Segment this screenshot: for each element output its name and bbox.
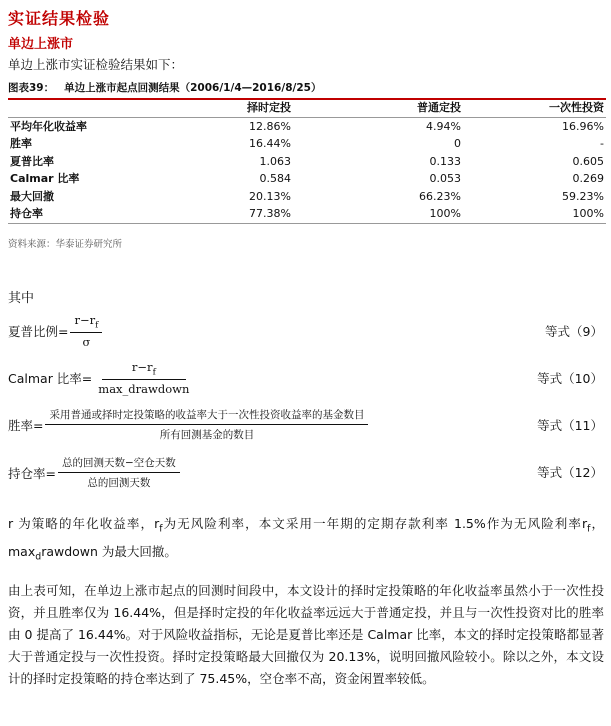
table-cell: 0 bbox=[454, 137, 461, 150]
equation-number: 等式（10） bbox=[537, 371, 603, 386]
source-note: 资料来源：华泰证券研究所 bbox=[8, 239, 123, 250]
table-row bbox=[8, 188, 606, 206]
table-cell: 100% bbox=[463, 205, 606, 223]
formula-lhs: 持仓率= bbox=[8, 465, 56, 481]
equation-number: 等式（9） bbox=[545, 324, 603, 339]
fraction-denominator: σ bbox=[82, 335, 91, 350]
table-header-row bbox=[8, 99, 606, 117]
results-table bbox=[8, 99, 606, 224]
fraction bbox=[70, 313, 102, 349]
table-row bbox=[8, 170, 606, 188]
figure-title-row bbox=[8, 78, 606, 100]
intro-text: 单边上涨市实证检验结果如下： bbox=[8, 57, 184, 72]
table-cell: 66.23% bbox=[419, 189, 461, 203]
formula-win-rate bbox=[8, 407, 368, 442]
table-cell: 1.063 bbox=[259, 154, 291, 168]
fraction bbox=[45, 407, 368, 442]
table-header-cell: 择时定投 bbox=[158, 99, 293, 117]
formula-sharpe bbox=[8, 313, 102, 349]
formula-lhs: 胜率= bbox=[8, 417, 44, 433]
table-cell: 0.269 bbox=[572, 172, 604, 185]
fraction bbox=[94, 360, 193, 396]
figure-title: 单边上涨市起点回测结果（2006/1/4—2016/8/25） bbox=[64, 82, 322, 94]
table-cell: 0.133 bbox=[429, 154, 461, 168]
equation-number: 等式（12） bbox=[537, 465, 603, 480]
row-label: 持仓率 bbox=[8, 205, 158, 223]
fraction-numerator: $r-r_f$ bbox=[70, 313, 102, 333]
table-header-cell bbox=[8, 99, 158, 117]
table-cell: 12.86% bbox=[249, 119, 291, 133]
conclusion-paragraph: 由上表可知，在单边上涨市起点的回测时间段中，本文设计的择时定投策略的年化收益率虽然小于一次性投资，并且胜率仅为 16.44%，但是择时定投的年化收益率远远大于普通定投，并且与一次性投资对比的胜率由 0 提高了 16.44%。对于风险收益指标，无论是夏普比率还是 Calmar 比率，本文的择时定投策略都显著大于普通定投与一次性投资。择时定投策略最大回撤仅为 20.13%，说明回撤风险较小。除以之外，本文设计的择时定投策略的持仓率达到了 75.45%，空仓率不高，资金闲置率较低。 bbox=[8, 583, 604, 686]
row-label: 夏普比率 bbox=[10, 154, 54, 168]
table-header-cell: 一次性投资 bbox=[463, 99, 606, 117]
table-cell: 16.96% bbox=[562, 119, 604, 133]
row-label: Calmar 比率 bbox=[10, 172, 80, 185]
row-label: 平均年化收益率 bbox=[10, 119, 87, 133]
table-row bbox=[8, 135, 606, 153]
section-heading: 实证结果检验 bbox=[8, 9, 111, 28]
formula-calmar bbox=[8, 360, 193, 396]
fraction-numerator: $r-r_f$ bbox=[102, 360, 186, 380]
table-row bbox=[8, 153, 606, 171]
equation-number: 等式（11） bbox=[537, 418, 603, 433]
formula-lhs: 夏普比例= bbox=[8, 324, 69, 340]
subsection-heading: 单边上涨市 bbox=[8, 37, 74, 52]
formula-holding-rate bbox=[8, 455, 180, 490]
table-cell: 100% bbox=[293, 205, 463, 223]
table-header-cell: 普通定投 bbox=[293, 99, 463, 117]
table-cell: 0.053 bbox=[429, 172, 461, 185]
fraction bbox=[58, 455, 180, 490]
figure-label: 图表39： bbox=[8, 82, 55, 94]
table-row bbox=[8, 117, 606, 135]
table-row bbox=[8, 205, 606, 223]
table-cell: 77.38% bbox=[158, 205, 293, 223]
table-cell: 0.605 bbox=[572, 154, 604, 168]
definitions-paragraph: r 为策略的年化收益率，$r_f$为无风险利率，本文采用一年期的定期存款利率 1.5%作为无风险利率$r_f$，$\max_drawdown$ 为最大回撤。 bbox=[8, 516, 604, 562]
table-cell: 20.13% bbox=[249, 189, 291, 203]
table-cell: 4.94% bbox=[426, 119, 461, 133]
fraction-numerator: 采用普通或择时定投策略的收益率大于一次性投资收益率的基金数目 bbox=[45, 407, 368, 425]
where-label: 其中 bbox=[8, 291, 35, 306]
row-label: 胜率 bbox=[10, 137, 32, 150]
formula-lhs: Calmar 比率= bbox=[8, 371, 93, 387]
fraction-denominator: 所有回测基金的数目 bbox=[159, 429, 255, 441]
table-cell: 0.584 bbox=[259, 172, 291, 185]
table-cell: 59.23% bbox=[562, 189, 604, 203]
fraction-denominator: 总的回测天数 bbox=[87, 477, 151, 489]
row-label: 最大回撤 bbox=[10, 189, 54, 203]
table-cell: 16.44% bbox=[249, 137, 291, 150]
table-cell: - bbox=[600, 137, 604, 150]
fraction-denominator: max_drawdown bbox=[98, 382, 190, 397]
fraction-numerator: 总的回测天数−空仓天数 bbox=[58, 455, 180, 473]
